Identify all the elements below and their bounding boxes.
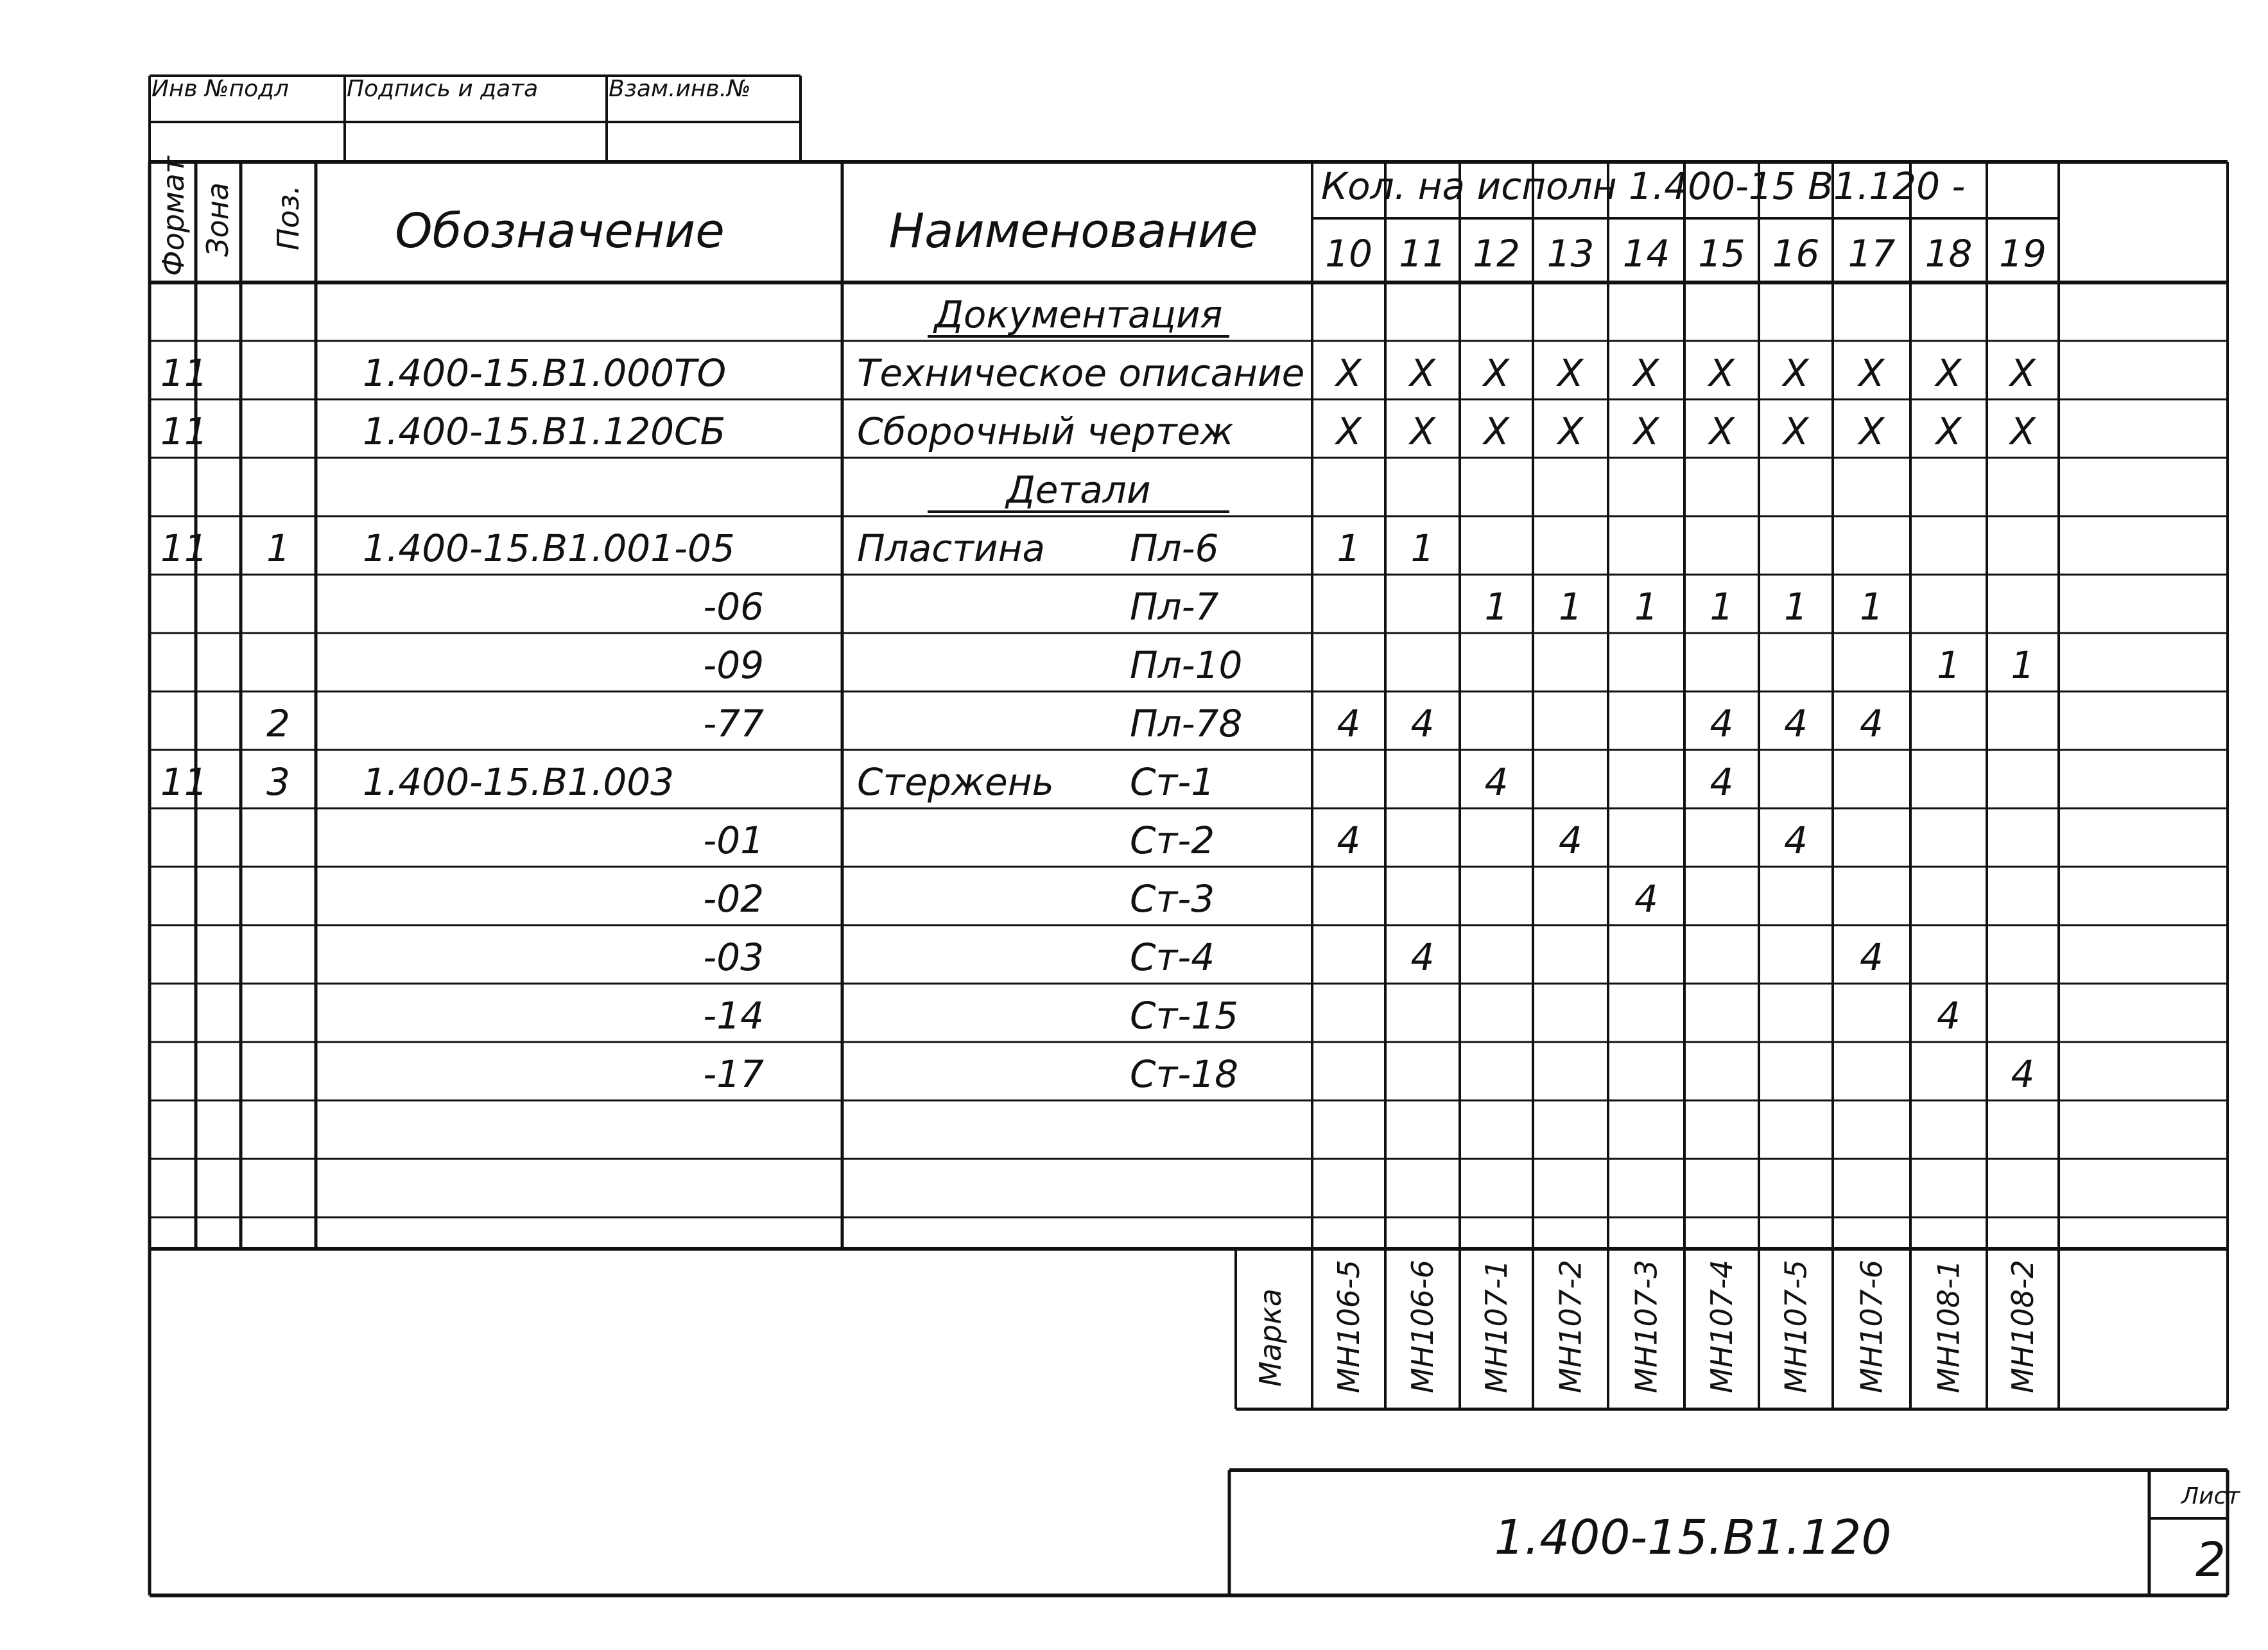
qty-cell: 1 [1559,585,1582,629]
variant-header: 13 [1546,232,1595,275]
row-naimenovanie: Сборочный чертеж [857,410,1234,453]
qty-cell: X [1410,351,1435,395]
row-poz: 3 [266,760,290,804]
header-format: Формат [156,156,191,276]
qty-cell: X [1336,351,1362,395]
marka-value: МН108-1 [1931,1260,1966,1393]
table-row [160,526,1434,570]
qty-cell: 4 [1937,994,1961,1038]
marka-value: МН108-2 [2005,1260,2040,1393]
marka-label: Марка [1253,1288,1288,1387]
qty-cell: X [1484,410,1509,453]
qty-cell: 4 [1860,702,1883,745]
row-oboznachenie: 1.400-15.В1.001-05 [363,526,735,570]
qty-cell: X [2010,410,2036,453]
table-row [703,819,1808,862]
header-kol-title: Кол. на исполн 1.400-15 В1.120 - [1321,164,1966,208]
variant-header: 18 [1925,232,1973,275]
table-row [703,585,1883,629]
section-title: Документация [934,293,1223,336]
qty-cell: X [1935,410,1962,453]
qty-cell: 1 [1410,526,1435,570]
marka-value: МН106-6 [1405,1260,1440,1393]
header-oboznachenie: Обозначение [395,204,725,259]
qty-cell: X [1858,351,1885,395]
row-naimenovanie: Пластина [857,526,1046,570]
row-oboznachenie: -02 [703,877,764,921]
qty-cell: 4 [1559,819,1582,862]
header-naimenovanie: Наименование [888,204,1258,259]
row-code: Пл-6 [1130,526,1219,570]
table-row [703,1052,2034,1096]
qty-cell: 1 [1484,585,1509,629]
row-code: Пл-7 [1130,585,1219,629]
variant-header: 11 [1399,232,1446,275]
marka-value: МН107-1 [1479,1260,1514,1393]
row-poz: 1 [266,526,290,570]
marka-value: МН107-4 [1704,1260,1739,1393]
title-designation: 1.400-15.В1.120 [1494,1510,1892,1565]
variant-header: 12 [1473,232,1520,275]
table-row [266,702,1883,745]
row-code: Ст-2 [1130,819,1215,862]
qty-cell: X [1633,410,1659,453]
row-oboznachenie: -17 [703,1052,764,1096]
qty-cell: X [1783,351,1809,395]
variant-header: 15 [1698,232,1745,275]
row-format: 11 [160,410,208,453]
qty-cell: X [1709,351,1735,395]
stamp-inv-podl: Инв №подл [151,76,290,102]
variant-header: 14 [1622,232,1670,275]
row-format: 11 [160,351,208,395]
row-oboznachenie: -01 [703,819,764,862]
marka-value: МН107-2 [1553,1260,1588,1393]
row-code: Пл-78 [1130,702,1243,745]
table-row [703,994,1961,1038]
table-row [160,351,2036,395]
qty-cell: X [1557,351,1584,395]
stamp-podpis-data: Подпись и дата [347,76,539,102]
qty-cell: X [1557,410,1584,453]
section-title: Детали [1006,468,1151,512]
qty-cell: X [1410,410,1435,453]
table-row [160,410,2036,453]
row-naimenovanie: Техническое описание [857,351,1305,395]
row-code: Ст-1 [1130,760,1215,804]
qty-cell: X [2010,351,2036,395]
qty-cell: 4 [1484,760,1509,804]
qty-cell: X [1484,351,1509,395]
table-row [928,468,1229,512]
marka-value: МН107-3 [1629,1260,1664,1393]
row-oboznachenie: -14 [703,994,764,1038]
table-header [156,155,2047,276]
header-poz: Поз. [271,185,306,250]
header-zona: Зона [200,182,235,257]
marka-value: МН106-5 [1331,1260,1366,1393]
row-code: Ст-4 [1130,935,1215,979]
table-row [703,877,1658,921]
qty-cell: 4 [1860,935,1883,979]
row-format: 11 [160,760,208,804]
qty-cell: X [1935,351,1962,395]
row-code: Ст-3 [1130,877,1215,921]
variant-header: 17 [1848,232,1896,275]
row-naimenovanie: Стержень [857,760,1054,804]
qty-cell: 1 [1337,526,1361,570]
qty-cell: 1 [1937,643,1961,687]
qty-cell: 4 [1710,760,1734,804]
row-oboznachenie: 1.400-15.В1.000ТО [363,351,727,395]
qty-cell: 1 [1710,585,1734,629]
marka-value: МН107-6 [1854,1260,1889,1393]
qty-cell: 4 [1784,702,1808,745]
spec-rows [160,293,2036,1096]
qty-cell: 1 [1860,585,1883,629]
marka-row [1253,1260,2040,1393]
variant-header: 19 [1999,232,2047,275]
qty-cell: X [1783,410,1809,453]
title-block [1494,1483,2241,1588]
row-oboznachenie: -06 [703,585,764,629]
stamp-block [151,76,751,102]
table-row [703,935,1883,979]
variant-header: 16 [1772,232,1820,275]
row-oboznachenie: 1.400-15.В1.003 [363,760,675,804]
list-label: Лист [2181,1483,2240,1509]
variant-header: 10 [1325,232,1372,275]
marka-value: МН107-5 [1778,1260,1814,1393]
qty-cell: 4 [2011,1052,2035,1096]
row-oboznachenie: 1.400-15.В1.120СБ [363,410,726,453]
qty-cell: X [1633,351,1659,395]
row-oboznachenie: -03 [703,935,764,979]
qty-cell: 4 [1337,702,1361,745]
qty-cell: X [1858,410,1885,453]
row-code: Ст-15 [1130,994,1239,1038]
list-number: 2 [2195,1533,2226,1588]
qty-cell: 1 [1784,585,1808,629]
row-code: Ст-18 [1130,1052,1239,1096]
qty-cell: 4 [1634,877,1658,921]
row-oboznachenie: -77 [703,702,764,745]
qty-cell: 4 [1337,819,1361,862]
qty-cell: 1 [2011,643,2035,687]
table-row [928,293,1229,336]
table-row [703,643,2034,687]
row-format: 11 [160,526,208,570]
stamp-vzam-inv: Взам.инв.№ [609,76,751,102]
qty-cell: X [1336,410,1362,453]
qty-cell: X [1709,410,1735,453]
row-poz: 2 [266,702,290,745]
qty-cell: 4 [1410,702,1435,745]
qty-cell: 4 [1410,935,1435,979]
table-row [160,760,1733,804]
row-oboznachenie: -09 [703,643,764,687]
qty-cell: 4 [1710,702,1734,745]
qty-cell: 1 [1634,585,1658,629]
qty-cell: 4 [1784,819,1808,862]
row-code: Пл-10 [1130,643,1243,687]
